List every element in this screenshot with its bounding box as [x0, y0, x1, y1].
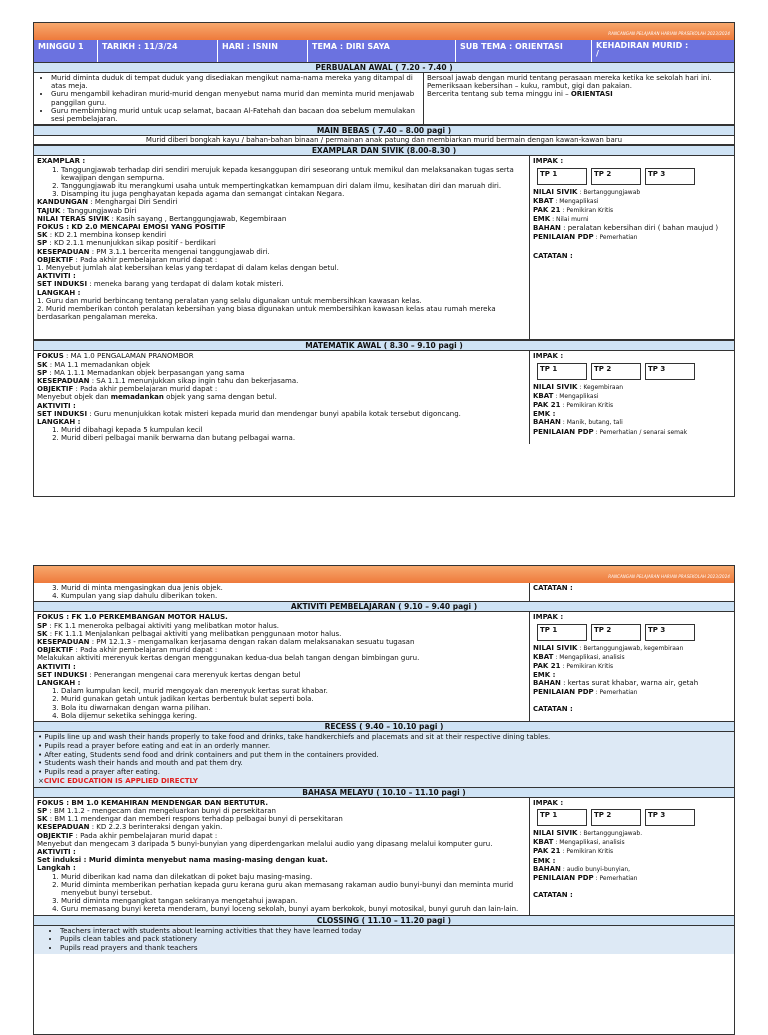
bahan-line: BAHAN : Manik, butang, tali: [533, 418, 623, 427]
bahan-line: BAHAN : peralatan kebersihan diri ( bahan maujud ): [533, 224, 719, 233]
impak-label: IMPAK :: [533, 798, 564, 807]
list-item: • Pupils read prayers and thank teachers: [60, 944, 730, 953]
list-item: 1. Tanggungjawab terhadap diri sendiri merujuk kepada kesanggupan diri seseorang untuk memikul dan melaksanakan tugas serta kewajipan dengan sempurna.: [61, 166, 526, 182]
aktiviti-row: [34, 612, 734, 722]
exemplar-heading: EXAMPLAR :: [37, 157, 86, 166]
tp-boxes: [537, 624, 731, 641]
sp-line: SP : FK 1.1 meneroka pelbagai aktiviti yang melibatkan motor halus.: [37, 621, 279, 630]
catatan-label: CATATAN :: [533, 584, 573, 592]
hari-cell: HARI : ISNIN: [218, 40, 308, 62]
sp-line: SP : KD 2.1.1 menunjukkan sikap positif - berdikari: [37, 239, 216, 248]
setinduksi-line: SET INDUKSI : meneka barang yang terdapat di dalam kotak misteri.: [37, 280, 284, 289]
list-item: • Pupils line up and wash their hands properly to take food and drinks, take handkerchiefs and placemats and sit at their respective dining tables.: [38, 733, 551, 742]
bahan-line: BAHAN : kertas surat khabar, warna air, getah: [533, 679, 699, 688]
impak-label: IMPAK :: [533, 352, 564, 361]
tp-box: TP 2: [591, 624, 641, 641]
bm-left: [34, 798, 530, 915]
objektif-item: Melakukan aktiviti merenyuk kertas dengan menggunakan kedua-dua belah tangan dengan bimbingan guru.: [37, 654, 420, 663]
fokus-line: FOKUS : BM 1.0 KEMAHIRAN MENDENGAR DAN BERTUTUR.: [37, 798, 269, 807]
sk-line: SK : KD 2.1 membina konsep kendiri: [37, 231, 167, 240]
list-item: • Pupils read a prayer after eating.: [38, 768, 160, 777]
section-bm-title: BAHASA MELAYU ( 10.10 – 11.10 pagi ): [34, 788, 734, 798]
pak21-line: PAK 21 : Pemikiran Kritis: [533, 662, 614, 671]
aktiviti-label: AKTIVITI :: [37, 401, 76, 410]
list-item: 4. Kumpulan yang siap dahulu diberikan token.: [61, 592, 526, 600]
list-item: 2. Murid gunakan getah untuk jadikan kertas berbentuk bulat seperti bola.: [61, 695, 526, 703]
info-row: [34, 40, 734, 62]
langkah-item: 2. Murid memberikan contoh peralatan kebersihan yang biasa digunakan untuk membersihkan kawasan kelas atau rumah mereka berdasarkan pengalaman mereka.: [37, 305, 496, 322]
aktiviti-right: [530, 612, 734, 721]
list-item: 3. Bola itu diwarnakan dengan warna pilihan.: [61, 704, 526, 712]
kesepaduan-line: KESEPADUAN : SA 1.1.1 menunjukkan sikap ingin tahu dan bekerjasama.: [37, 377, 299, 386]
tp-box: TP 2: [591, 363, 641, 380]
section-exemplar-title: EXAMPLAR DAN SIVIK (8.00-8.30 ): [34, 145, 734, 156]
kesepaduan-line: KESEPADUAN : PM 3.1.1 bercerita mengenai tanggungjawab diri.: [37, 247, 270, 256]
matematik-right: [530, 351, 734, 443]
objektif-line: OBJEKTIF : Pada akhir pembelajaran murid dapat :: [37, 646, 218, 655]
pak21-line: PAK 21 : Pemikiran Kritis: [533, 206, 614, 215]
bahan-line: BAHAN : audio bunyi-bunyian,: [533, 864, 631, 873]
kbat-line: KBAT : Mengaplikasi: [533, 196, 599, 205]
list-item: 1. Murid dibahagi kepada 5 kumpulan kecil: [61, 426, 526, 434]
perbualan-row: [34, 73, 734, 125]
list-item: 4. Guru memasang bunyi kereta menderam, bunyi loceng sekolah, bunyi ayam berkokok, bunyi motosikal, bunyi guruh dan lain-lain.: [61, 905, 526, 913]
list-item: 4. Bola dijemur seketika sehingga kering.: [61, 712, 526, 720]
kbat-line: KBAT : Mengaplikasi, analisis: [533, 652, 625, 661]
list-item: 2. Tanggungjawab itu merangkumi usaha untuk mempertingkatkan kemampuan diri dalam ilmu, kesihatan diri dan maruah diri.: [61, 182, 526, 190]
continuation-left: [34, 583, 530, 601]
tp-box: TP 3: [645, 168, 695, 185]
tp-box: TP 3: [645, 624, 695, 641]
list-item: 2. Murid diminta memberikan perhatian kepada guru kerana guru akan memasang rakaman audio bunyi-bunyi dan meminta murid menyebut bunyi tersebut.: [61, 881, 526, 897]
objektif-item: Menyebut objek dan memadankan objek yang sama dengan betul.: [37, 393, 277, 402]
emk-line: EMK :: [533, 671, 556, 680]
sk-line: SK : BM 1.1 mendengar dan memberi respons terhadap pelbagai bunyi di persekitaran: [37, 815, 343, 824]
langkah-label: LANGKAH :: [37, 288, 81, 297]
aktiviti-label: AKTIVITI :: [37, 848, 76, 857]
nilai-sivik-line: NILAI SIVIK : Bertanggungjawab: [533, 187, 641, 196]
aktiviti-label: AKTIVITI :: [37, 272, 76, 281]
header-caption: RANCANGAN PELAJARAN HARIAN PRASEKOLAH 2023/2024: [608, 31, 730, 36]
tp-box: TP 1: [537, 168, 587, 185]
nilai-sivik-line: NILAI SIVIK : Bertanggungjawab, kegembiraan: [533, 643, 684, 652]
subtema-cell: SUB TEMA : ORIENTASI: [456, 40, 592, 62]
setinduksi-line: SET INDUKSI : Guru menunjukkan kotak misteri kepada murid dan mendengar bunyi apabila kotak tersebut digoncang.: [37, 409, 461, 418]
list-item: • Teachers interact with students about learning activities that they have learned today: [60, 927, 730, 936]
setinduksi-line: Set induksi : Murid diminta menyebut nama masing-masing dengan kuat.: [37, 856, 328, 865]
perbualan-note-3: Bercerita tentang sub tema minggu ini – ORIENTASI: [427, 90, 613, 99]
nilai-line: NILAI TERAS SIVIK : Kasih sayang , Bertanggungjawab, Kegembiraan: [37, 214, 287, 223]
objektif-line: OBJEKTIF : Pada akhir pembelajaran murid dapat :: [37, 255, 218, 264]
pak21-line: PAK 21 : Pemikiran Kritis: [533, 847, 614, 856]
perbualan-note-1: Bersoal jawab dengan murid tentang perasaan mereka ketika ke sekolah hari ini.: [427, 74, 712, 82]
aktiviti-label: AKTIVITI :: [37, 662, 76, 671]
bm-right: [530, 798, 734, 915]
list-item: • After eating, Students send food and drink containers and put them in the containers provided.: [38, 750, 379, 759]
sk-line: SK : MA 1.1 memadankan objek: [37, 360, 151, 369]
section-recess-title: RECESS ( 9.40 – 10.10 pagi ): [34, 722, 734, 732]
penilaian-line: PENILAIAN PDP : Pemerhatian: [533, 232, 638, 241]
objektif-line: OBJEKTIF : Pada akhir pembelajaran murid dapat :: [37, 385, 218, 394]
langkah-label: Langkah :: [37, 864, 76, 873]
kesepaduan-line: KESEPADUAN : PM 12.1.3 - mengamalkan kerjasama dengan rakan dalam melaksanakan sesuatu tugasan: [37, 638, 415, 647]
nilai-sivik-line: NILAI SIVIK : Bertanggungjawab.: [533, 829, 643, 838]
setinduksi-line: SET INDUKSI : Penerangan mengenai cara merenyuk kertas dengan betul: [37, 670, 301, 679]
tp-boxes: [537, 363, 731, 380]
kesepaduan-line: KESEPADUAN : KD 2.2.3 berinteraksi dengan yakin.: [37, 823, 223, 832]
list-item: 2. Murid diberi pelbagai manik berwarna dan butang pelbagai warna.: [61, 434, 526, 442]
civic-note: ×CIVIC EDUCATION IS APPLIED DIRECTLY: [38, 777, 198, 786]
perbualan-right: [424, 73, 734, 124]
header-bar: [34, 566, 734, 583]
fokus-line: FOKUS : FK 1.0 PERKEMBANGAN MOTOR HALUS.: [37, 613, 228, 622]
tp-box: TP 3: [645, 363, 695, 380]
section-mainbebas-title: MAIN BEBAS ( 7.40 – 8.00 pagi ): [34, 125, 734, 136]
langkah-label: LANGKAH :: [37, 679, 81, 688]
header-bar: [34, 23, 734, 40]
catatan-label: CATATAN :: [533, 704, 573, 713]
kehadiran-cell: KEHADIRAN MURID : /: [596, 41, 689, 58]
section-aktiviti-title: AKTIVITI PEMBELAJARAN ( 9.10 – 9.40 pagi ): [34, 602, 734, 612]
list-item: • Pupils clean tables and pack stationery: [60, 935, 730, 944]
penilaian-line: PENILAIAN PDP : Pemerhatian: [533, 687, 638, 696]
tp-box: TP 1: [537, 624, 587, 641]
continuation-row: [34, 583, 734, 602]
tarikh-cell: TARIKH : 11/3/24: [98, 40, 218, 62]
langkah-item: 1. Guru dan murid berbincang tentang peralatan yang selalu digunakan untuk membersihkan kawasan kelas.: [37, 296, 422, 305]
tp-box: TP 2: [591, 809, 641, 826]
list-item: 3. Murid diminta mengangkat tangan sekiranya mengetahui jawapan.: [61, 897, 526, 905]
exemplar-row: [34, 156, 734, 340]
nilai-sivik-line: NILAI SIVIK : Kegembiraan: [533, 382, 624, 391]
sp-line: SP : BM 1.1.2 - mengecam dan mengeluarkan bunyi di persekitaran: [37, 807, 276, 816]
section-perbualan-title: PERBUALAN AWAL ( 7.20 - 7.40 ): [34, 62, 734, 73]
impak-label: IMPAK :: [533, 613, 564, 622]
tp-boxes: [537, 809, 731, 826]
perbualan-note-2: Pemeriksaan kebersihan – kuku, rambut, gigi dan pakaian.: [427, 82, 632, 91]
fokus-line: FOKUS : MA 1.0 PENGALAMAN PRANOMBOR: [37, 352, 194, 361]
list-item: • Guru membimbing murid untuk ucap selamat, bacaan Al-Fatehah dan bacaan doa sebelum memulakan sesi pembelajaran.: [51, 107, 420, 123]
list-item: 3. Murid di minta mengasingkan dua jenis objek.: [61, 584, 526, 592]
sp-line: SP : MA 1.1.1 Memadankan objek berpasangan yang sama: [37, 368, 245, 377]
list-item: • Guru mengambil kehadiran murid-murid dengan menyebut nama murid dan meminta murid menjawab panggilan guru.: [51, 90, 420, 106]
lesson-plan-page-1: [33, 22, 735, 497]
bm-row: [34, 798, 734, 916]
tp-boxes: [537, 168, 731, 185]
section-closing-title: CLOSSING ( 11.10 – 11.20 pagi ): [34, 916, 734, 926]
impak-label: IMPAK :: [533, 157, 564, 166]
kbat-line: KBAT : Mengaplikasi, analisis: [533, 838, 625, 847]
tp-box: TP 2: [591, 168, 641, 185]
aktiviti-left: [34, 612, 530, 721]
penilaian-line: PENILAIAN PDP : Pemerhatian / senarai semak: [533, 427, 688, 436]
fokus-line: FOKUS : KD 2.0 MENCAPAI EMOSI YANG POSITIF: [37, 223, 226, 232]
tema-cell: TEMA : DIRI SAYA: [308, 40, 456, 62]
list-item: 3. Disamping itu juga penghayatan kepada agama dan semangat cintakan Negara.: [61, 190, 526, 198]
tp-box: TP 3: [645, 809, 695, 826]
objektif-line: OBJEKTIF : Pada akhir pembelajaran murid dapat :: [37, 831, 218, 840]
langkah-label: LANGKAH :: [37, 418, 81, 427]
list-item: • Students wash their hands and mouth and pat them dry.: [38, 759, 243, 768]
matematik-left: [34, 351, 530, 443]
emk-line: EMK :: [533, 856, 556, 865]
exemplar-left: [34, 156, 530, 339]
exemplar-right: [530, 156, 734, 339]
objektif-item: 1. Menyebut jumlah alat kebersihan kelas yang terdapat di dalam kelas dengan betul.: [37, 264, 339, 273]
tp-box: TP 1: [537, 809, 587, 826]
closing-box: [34, 926, 734, 954]
catatan-label: CATATAN :: [533, 891, 573, 900]
sk-line: SK : FK 1.1.1 Menjalankan pelbagai aktiviti yang melibatkan penggunaan motor halus.: [37, 629, 342, 638]
kandungan-line: KANDUNGAN : Menghargai Diri Sendiri: [37, 198, 178, 207]
penilaian-line: PENILAIAN PDP : Pemerhatian: [533, 874, 638, 883]
tp-box: TP 1: [537, 363, 587, 380]
list-item: 1. Dalam kumpulan kecil, murid mengoyak dan merenyuk kertas surat khabar.: [61, 687, 526, 695]
mainbebas-text: Murid diberi bongkah kayu / bahan-bahan binaan / permainan anak patung dan membiarkan murid bermain dengan kawan-kawan baru: [34, 136, 734, 145]
emk-line: EMK : Nilai murni: [533, 215, 589, 224]
header-caption: RANCANGAN PELAJARAN HARIAN PRASEKOLAH 2023/2024: [608, 574, 730, 579]
list-item: 1. Murid diberikan kad nama dan dilekatkan di poket baju masing-masing.: [61, 873, 526, 881]
emk-line: EMK :: [533, 410, 556, 419]
section-matematik-title: MATEMATIK AWAL ( 8.30 – 9.10 pagi ): [34, 340, 734, 351]
pak21-line: PAK 21 : Pemikiran Kritis: [533, 401, 614, 410]
minggu-cell: MINGGU 1: [34, 40, 98, 62]
list-item: • Murid diminta duduk di tempat duduk yang disediakan mengikut nama-nama mereka yang ditampal di atas meja.: [51, 74, 420, 90]
list-item: • Pupils read a prayer before eating and eat in an orderly manner.: [38, 741, 271, 750]
recess-box: [34, 732, 734, 788]
kbat-line: KBAT : Mengaplikasi: [533, 391, 599, 400]
catatan-label: CATATAN :: [533, 251, 573, 260]
tajuk-line: TAJUK : Tanggungjawab Diri: [37, 206, 137, 215]
matematik-row: [34, 351, 734, 443]
objektif-item: Menyebut dan mengecam 3 daripada 5 bunyi-bunyian yang diperdengarkan melalui audio yang dipasang melalui komputer guru.: [37, 839, 493, 848]
perbualan-left: [34, 73, 424, 124]
lesson-plan-page-2: [33, 565, 735, 1035]
